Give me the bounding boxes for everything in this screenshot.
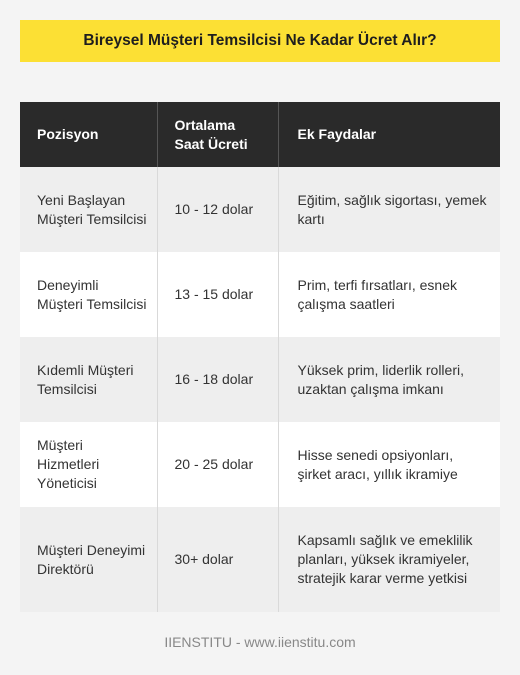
table-row	[20, 337, 500, 422]
table-row	[20, 252, 500, 337]
cell-position: Müşteri Hizmetleri Yöneticisi	[20, 422, 157, 507]
page-title: Bireysel Müşteri Temsilcisi Ne Kadar Ücret Alır?	[83, 32, 437, 49]
cell-wage: 30+ dolar	[157, 507, 278, 612]
cell-benefits: Eğitim, sağlık sigortası, yemek kartı	[278, 167, 500, 252]
cell-wage: 10 - 12 dolar	[157, 167, 278, 252]
cell-position: Deneyimli Müşteri Temsilcisi	[20, 252, 157, 337]
table-row	[20, 422, 500, 507]
footer-credit: IIENSTITU - www.iienstitu.com	[164, 634, 356, 650]
cell-wage: 13 - 15 dolar	[157, 252, 278, 337]
cell-wage: 16 - 18 dolar	[157, 337, 278, 422]
header-hourly-wage: Ortalama Saat Ücreti	[157, 102, 278, 167]
cell-benefits: Prim, terfi fırsatları, esnek çalışma saatleri	[278, 252, 500, 337]
salary-table	[20, 102, 500, 612]
table-header-row	[20, 102, 500, 167]
cell-benefits: Yüksek prim, liderlik rolleri, uzaktan çalışma imkanı	[278, 337, 500, 422]
table-row	[20, 167, 500, 252]
cell-position: Müşteri Deneyimi Direktörü	[20, 507, 157, 612]
cell-position: Yeni Başlayan Müşteri Temsilcisi	[20, 167, 157, 252]
cell-wage: 20 - 25 dolar	[157, 422, 278, 507]
table-row	[20, 507, 500, 612]
header-benefits: Ek Faydalar	[278, 102, 500, 167]
title-banner	[20, 20, 500, 62]
cell-position: Kıdemli Müşteri Temsilcisi	[20, 337, 157, 422]
cell-benefits: Hisse senedi opsiyonları, şirket aracı, yıllık ikramiye	[278, 422, 500, 507]
cell-benefits: Kapsamlı sağlık ve emeklilik planları, yüksek ikramiyeler, stratejik karar verme yetkisi	[278, 507, 500, 612]
header-position: Pozisyon	[20, 102, 157, 167]
